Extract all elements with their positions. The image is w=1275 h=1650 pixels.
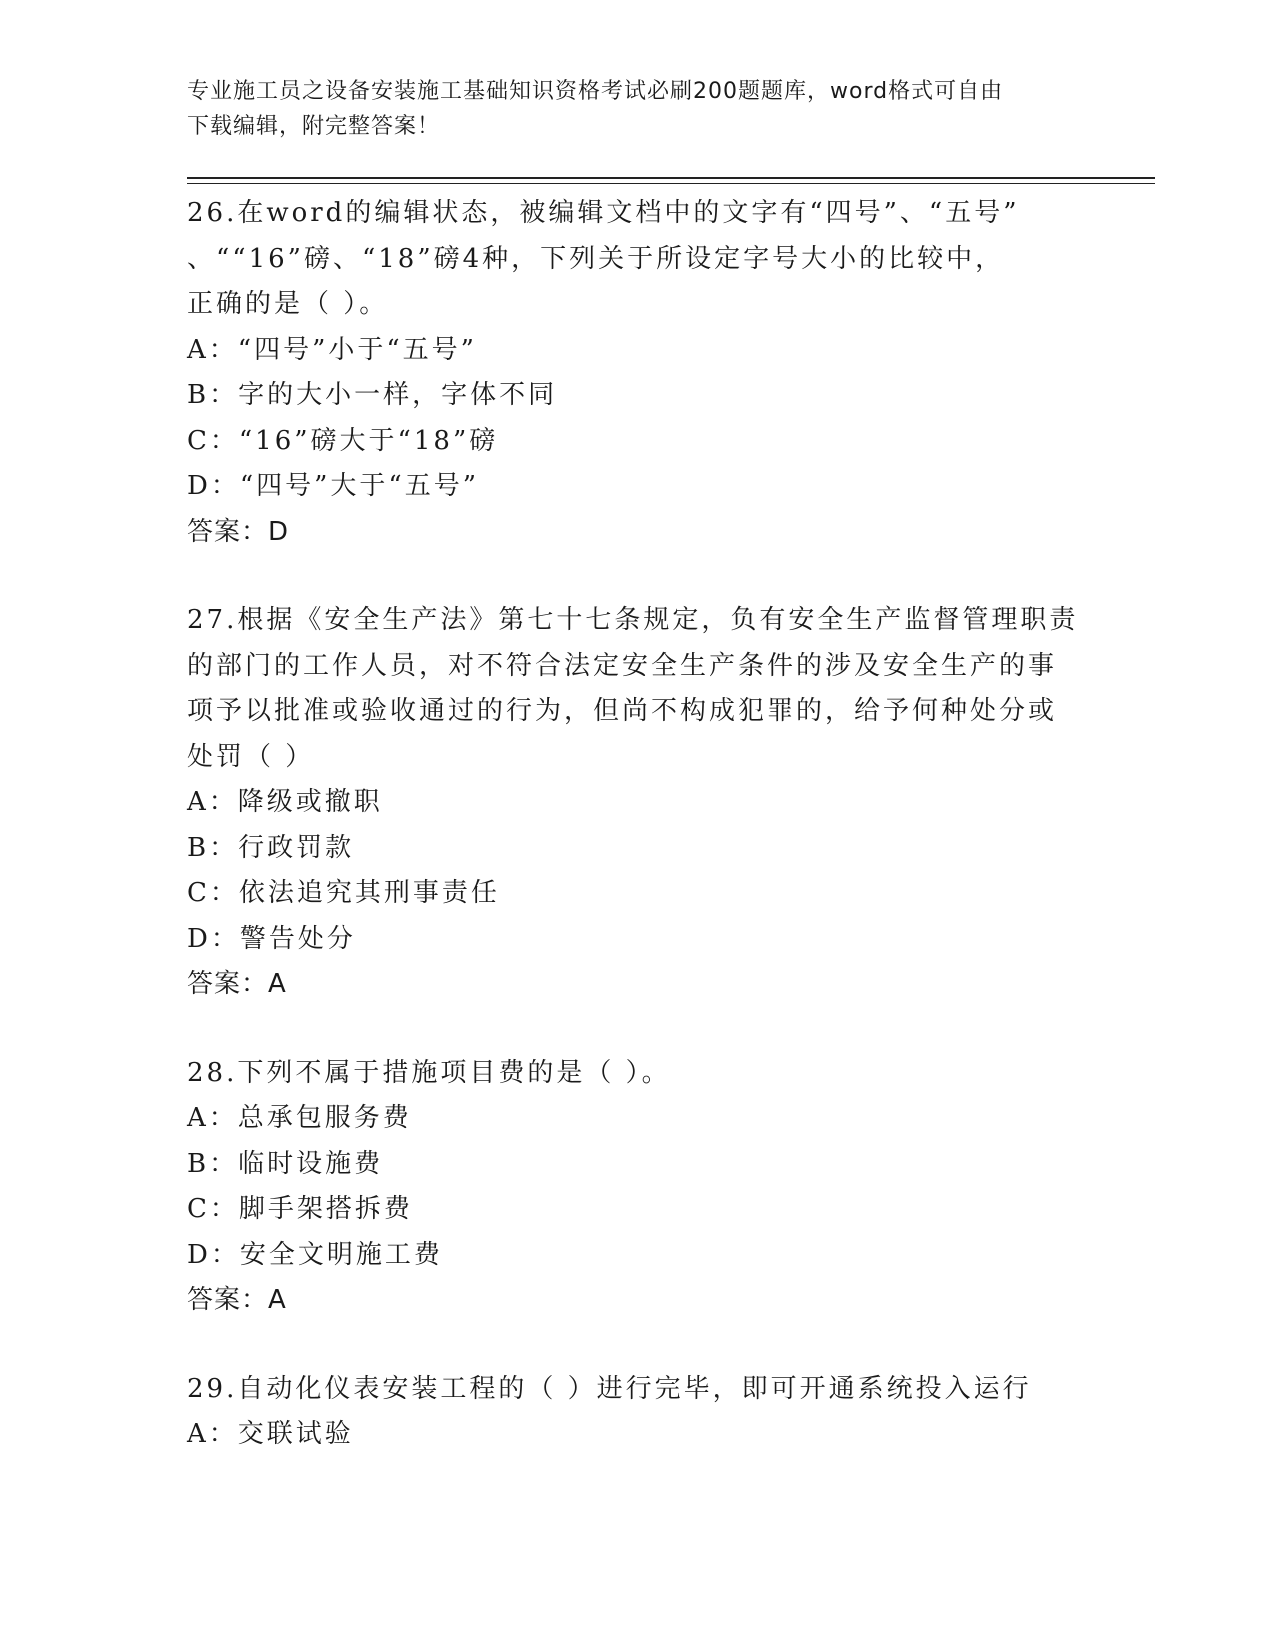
option-d: D：安全文明施工费 (187, 1239, 443, 1270)
option-c: C：“16”磅大于“18”磅 (187, 425, 499, 456)
option-c: C：脚手架搭拆费 (187, 1194, 413, 1224)
document-header (187, 74, 1067, 144)
answer: 答案：A (187, 1285, 287, 1315)
option-b: B：字的大小一样，字体不同 (187, 380, 558, 410)
option-c: C：依法追究其刑事责任 (187, 878, 500, 908)
question-27 (187, 598, 1087, 1008)
question-stem-line: 的部门的工作人员，对不符合法定安全生产条件的涉及安全生产的事 (187, 650, 1058, 681)
option-a: A：降级或撤职 (187, 787, 383, 817)
question-list (187, 191, 1087, 1501)
question-stem-line: 正确的是（ ）。 (187, 289, 389, 319)
option-a: A：交联试验 (187, 1419, 354, 1449)
question-29 (187, 1367, 1087, 1458)
question-stem-line: 29.自动化仪表安装工程的（ ）进行完毕，即可开通系统投入运行 (187, 1373, 1032, 1404)
option-b: B：行政罚款 (187, 832, 355, 863)
header-divider-thin (187, 183, 1155, 184)
option-d: D：警告处分 (187, 923, 356, 954)
header-line-1: 专业施工员之设备安装施工基础知识资格考试必刷200题题库，word格式可自由 (187, 79, 1004, 104)
question-stem-line: 27.根据《安全生产法》第七十七条规定，负有安全生产监督管理职责 (187, 605, 1079, 635)
header-divider-thick (187, 177, 1155, 179)
header-line-2: 下载编辑，附完整答案！ (187, 114, 441, 139)
option-b: B：临时设施费 (187, 1148, 384, 1179)
question-stem-line: 26.在word的编辑状态，被编辑文档中的文字有“四号”、“五号” (187, 198, 1020, 228)
question-stem-line: 28.下列不属于措施项目费的是（ ）。 (187, 1057, 671, 1088)
question-stem-line: 项予以批准或验收通过的行为，但尚不构成犯罪的，给予何种处分或 (187, 696, 1058, 726)
answer: 答案：A (187, 969, 287, 999)
question-26 (187, 191, 1087, 555)
option-a: A：“四号”小于“五号” (187, 334, 477, 365)
answer: 答案：D (187, 516, 290, 547)
option-a: A：总承包服务费 (187, 1103, 412, 1133)
question-stem-line: 处罚（ ） (187, 741, 315, 772)
option-d: D：“四号”大于“五号” (187, 471, 480, 501)
question-28 (187, 1051, 1087, 1324)
question-stem-line: 、““16”磅、“18”磅4种，下列关于所设定字号大小的比较中， (187, 243, 1005, 274)
